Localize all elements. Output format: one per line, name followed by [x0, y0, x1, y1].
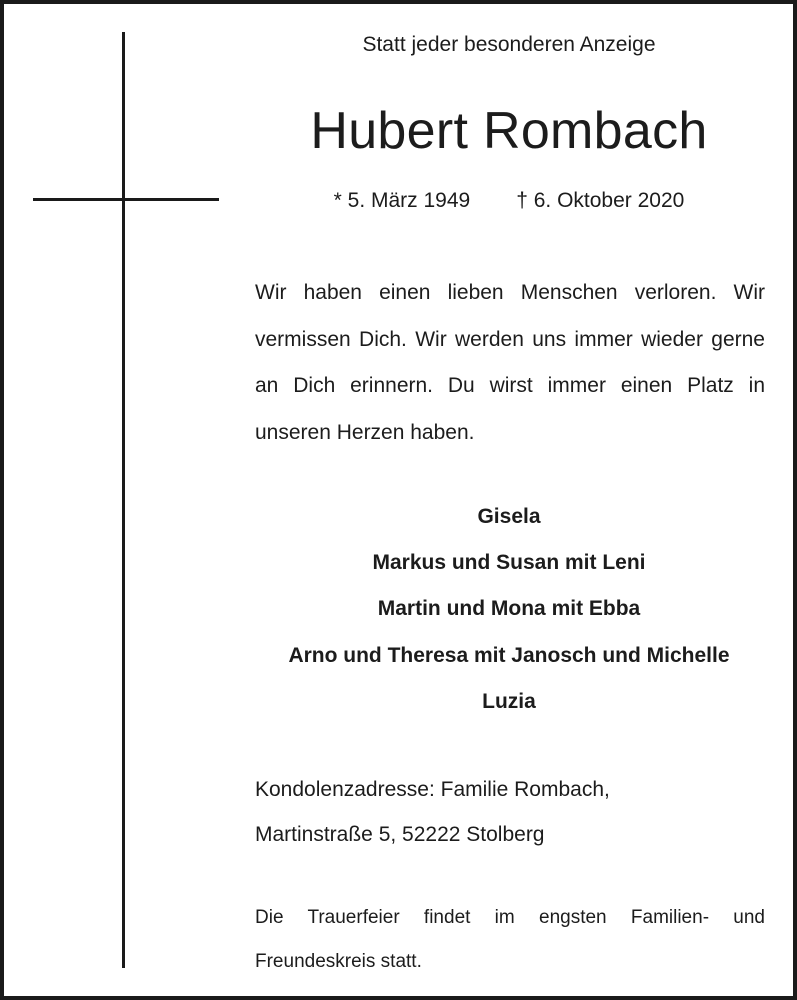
family-member-line: Arno und Theresa mit Janosch und Michelle: [288, 643, 730, 667]
condolence-line: Martinstraße 5, 52222 Stolberg: [255, 823, 545, 846]
family-member-line: Martin und Mona mit Ebba: [377, 597, 641, 621]
condolence-address: [255, 767, 765, 857]
notice-header: Statt jeder besonderen Anzeige: [362, 33, 656, 56]
death-date: † 6. Oktober 2020: [516, 189, 685, 212]
deceased-name: Hubert Rombach: [310, 102, 708, 160]
cross-icon-horizontal-bar: [33, 198, 219, 201]
memorial-message: Wir haben einen lieben Menschen verloren. Wir vermissen Dich. Wir werden uns immer wieder gerne an Dich erinnern. Du wirst immer einen Platz in unseren Herzen haben.: [255, 281, 765, 444]
life-dates: [254, 188, 764, 214]
family-member-line: Gisela: [477, 505, 541, 528]
cross-icon-vertical-bar: [122, 32, 125, 968]
birth-date: * 5. März 1949: [333, 189, 471, 212]
funeral-service-note: Die Trauerfeier findet im engsten Familien- und Freundeskreis statt.: [255, 907, 765, 972]
family-member-line: Luzia: [482, 689, 536, 713]
family-list: [254, 494, 764, 725]
condolence-line: Kondolenzadresse: Familie Rombach,: [255, 778, 610, 801]
family-member-line: Markus und Susan mit Leni: [372, 551, 646, 575]
